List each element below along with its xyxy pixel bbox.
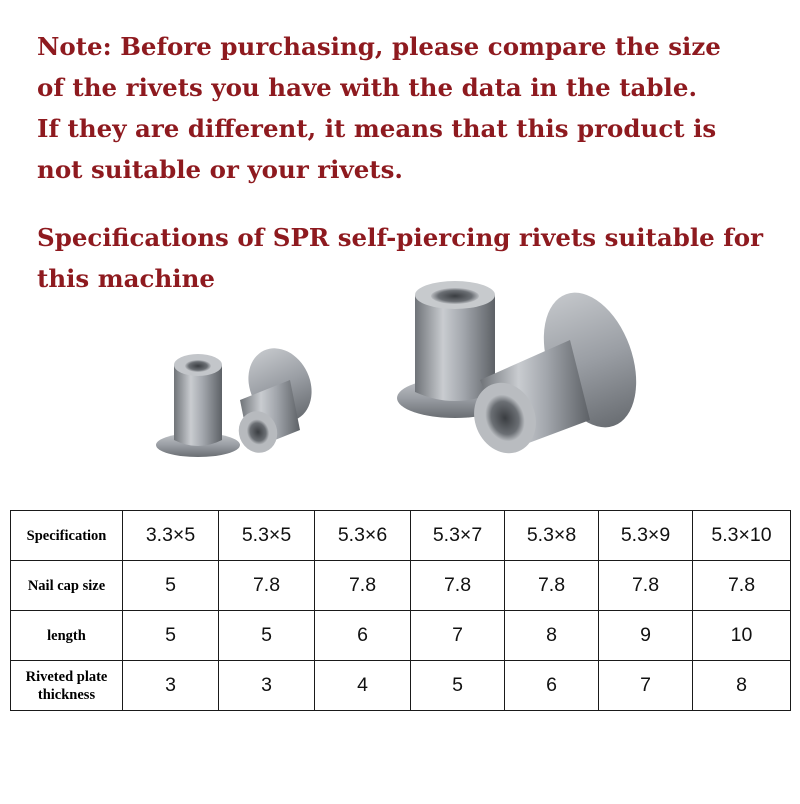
specs-heading-line: Specifications of SPR self-piercing rivets suitable for	[37, 223, 764, 252]
row-header-length: length	[11, 611, 123, 661]
table-row	[11, 611, 791, 661]
table-cell: 5.3×9	[599, 511, 693, 561]
table-cell: 6	[505, 661, 599, 711]
table-cell: 10	[693, 611, 791, 661]
rivet-small-tilted	[233, 338, 323, 458]
table-cell: 8	[693, 661, 791, 711]
table-cell: 4	[315, 661, 411, 711]
table-cell: 7.8	[599, 561, 693, 611]
table-cell: 3	[219, 661, 315, 711]
table-cell: 7.8	[693, 561, 791, 611]
table-row	[11, 661, 791, 711]
rivets-photo	[150, 280, 650, 485]
table-cell: 8	[505, 611, 599, 661]
table-cell: 5	[411, 661, 505, 711]
purchase-note	[37, 26, 777, 190]
table-row	[11, 561, 791, 611]
table-cell: 7.8	[315, 561, 411, 611]
table-cell: 3	[123, 661, 219, 711]
table-row	[11, 511, 791, 561]
note-line: Note: Before purchasing, please compare the size	[37, 32, 721, 61]
table-cell: 3.3×5	[123, 511, 219, 561]
rivet-spec-table	[10, 510, 791, 711]
table-cell: 5	[123, 611, 219, 661]
table-cell: 7.8	[219, 561, 315, 611]
table-cell: 7	[411, 611, 505, 661]
table-cell: 7.8	[411, 561, 505, 611]
table-cell: 9	[599, 611, 693, 661]
row-header-riveted-plate-thickness: Riveted plate thickness	[11, 661, 123, 711]
note-line: If they are different, it means that this product is	[37, 114, 717, 143]
table-cell: 5.3×7	[411, 511, 505, 561]
table-cell: 5	[219, 611, 315, 661]
table-cell: 7	[599, 661, 693, 711]
note-line: not suitable or your rivets.	[37, 155, 403, 184]
table-cell: 5.3×6	[315, 511, 411, 561]
row-header-nail-cap-size: Nail cap size	[11, 561, 123, 611]
table-cell: 5	[123, 561, 219, 611]
table-cell: 5.3×8	[505, 511, 599, 561]
row-header-specification: Specification	[11, 511, 123, 561]
table-cell: 7.8	[505, 561, 599, 611]
table-cell: 6	[315, 611, 411, 661]
table-cell: 5.3×5	[219, 511, 315, 561]
table-cell: 5.3×10	[693, 511, 791, 561]
note-line: of the rivets you have with the data in the table.	[37, 73, 697, 102]
specs-heading-line: this machine	[37, 264, 215, 293]
rivet-small-upright	[156, 354, 240, 457]
